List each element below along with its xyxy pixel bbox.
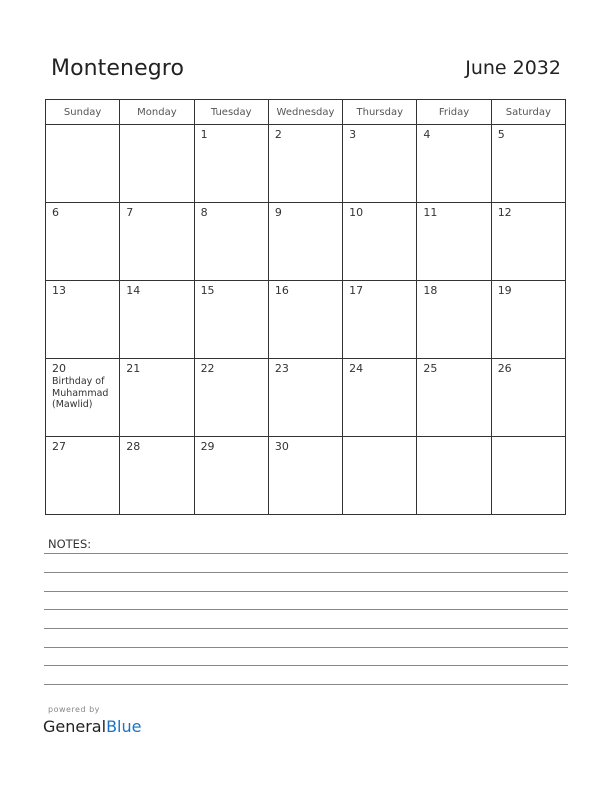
day-number: 23 xyxy=(274,362,289,375)
day-number: 6 xyxy=(52,206,59,219)
day-number: 28 xyxy=(126,440,141,453)
day-number: 19 xyxy=(497,284,512,297)
powered-by-text: powered by xyxy=(48,705,100,714)
day-cell xyxy=(120,125,194,203)
day-cell xyxy=(46,359,120,437)
note-line xyxy=(44,591,568,592)
day-number: 12 xyxy=(497,206,512,219)
day-cell xyxy=(417,437,491,515)
day-cell xyxy=(343,125,417,203)
day-number: 7 xyxy=(126,206,134,219)
day-number: 18 xyxy=(423,284,438,297)
day-number: 24 xyxy=(349,362,364,375)
day-cell xyxy=(343,203,417,281)
day-number: 10 xyxy=(349,206,364,219)
day-cell xyxy=(46,437,120,515)
day-cell xyxy=(268,125,342,203)
week-row xyxy=(46,359,566,437)
day-number: 14 xyxy=(126,284,141,297)
brand-logo xyxy=(43,717,141,736)
note-line xyxy=(44,684,568,685)
day-number: 30 xyxy=(274,440,289,453)
day-number: 16 xyxy=(274,284,289,297)
day-cell xyxy=(120,203,194,281)
weekday-header-row xyxy=(46,100,566,125)
day-cell xyxy=(417,203,491,281)
day-cell xyxy=(343,281,417,359)
note-line xyxy=(44,553,568,554)
week-row xyxy=(46,281,566,359)
day-number: 27 xyxy=(52,440,66,453)
day-cell xyxy=(120,359,194,437)
weekday-thursday: Thursday xyxy=(343,100,417,125)
day-cell xyxy=(268,281,342,359)
day-number: 15 xyxy=(200,284,215,297)
day-number: 22 xyxy=(200,362,215,375)
day-number: 1 xyxy=(200,128,208,141)
weekday-tuesday: Tuesday xyxy=(194,100,268,125)
day-number: 11 xyxy=(423,206,438,219)
day-number: 5 xyxy=(497,128,505,141)
day-number xyxy=(120,125,193,128)
day-cell xyxy=(46,203,120,281)
day-number: 21 xyxy=(126,362,141,375)
day-number xyxy=(492,437,565,440)
week-row xyxy=(46,437,566,515)
day-number xyxy=(46,125,119,128)
day-number xyxy=(417,437,490,440)
day-cell xyxy=(194,203,268,281)
day-number: 29 xyxy=(200,440,215,453)
calendar-grid xyxy=(45,99,566,515)
weekday-saturday: Saturday xyxy=(491,100,565,125)
day-cell xyxy=(491,125,565,203)
day-number: 13 xyxy=(52,284,66,297)
day-number: 20 xyxy=(52,362,66,375)
day-number: 3 xyxy=(349,128,357,141)
day-cell xyxy=(120,437,194,515)
note-line xyxy=(44,665,568,666)
note-line xyxy=(44,572,568,573)
day-cell xyxy=(46,125,120,203)
day-cell xyxy=(491,359,565,437)
week-row xyxy=(46,203,566,281)
holiday-label: Birthday of Muhammad (Mawlid) xyxy=(52,376,109,410)
day-cell xyxy=(417,125,491,203)
day-cell xyxy=(491,281,565,359)
day-number xyxy=(343,437,416,440)
day-cell xyxy=(343,359,417,437)
day-number: 9 xyxy=(274,206,282,219)
day-cell xyxy=(343,437,417,515)
day-number: 8 xyxy=(200,206,208,219)
weekday-monday: Monday xyxy=(120,100,194,125)
day-cell xyxy=(194,437,268,515)
note-line xyxy=(44,628,568,629)
day-cell xyxy=(194,359,268,437)
day-cell xyxy=(491,437,565,515)
day-cell xyxy=(120,281,194,359)
note-line xyxy=(44,609,568,610)
day-number: 26 xyxy=(497,362,512,375)
day-cell xyxy=(417,281,491,359)
day-cell xyxy=(194,125,268,203)
day-cell xyxy=(268,437,342,515)
day-number: 17 xyxy=(349,284,364,297)
country-title: Montenegro xyxy=(51,56,185,81)
note-line xyxy=(44,647,568,648)
weekday-sunday: Sunday xyxy=(46,100,120,125)
notes-label: NOTES: xyxy=(48,537,92,551)
day-cell xyxy=(268,359,342,437)
month-year-title: June 2032 xyxy=(465,57,561,79)
day-number: 4 xyxy=(423,128,431,141)
weekday-wednesday: Wednesday xyxy=(268,100,342,125)
day-cell xyxy=(46,281,120,359)
brand-name-part2: Blue xyxy=(106,717,142,736)
weekday-friday: Friday xyxy=(417,100,491,125)
day-number: 2 xyxy=(274,128,282,141)
brand-name-part1: General xyxy=(43,717,107,736)
day-cell xyxy=(417,359,491,437)
day-cell xyxy=(194,281,268,359)
day-number: 25 xyxy=(423,362,438,375)
day-cell xyxy=(491,203,565,281)
week-row xyxy=(46,125,566,203)
day-cell xyxy=(268,203,342,281)
